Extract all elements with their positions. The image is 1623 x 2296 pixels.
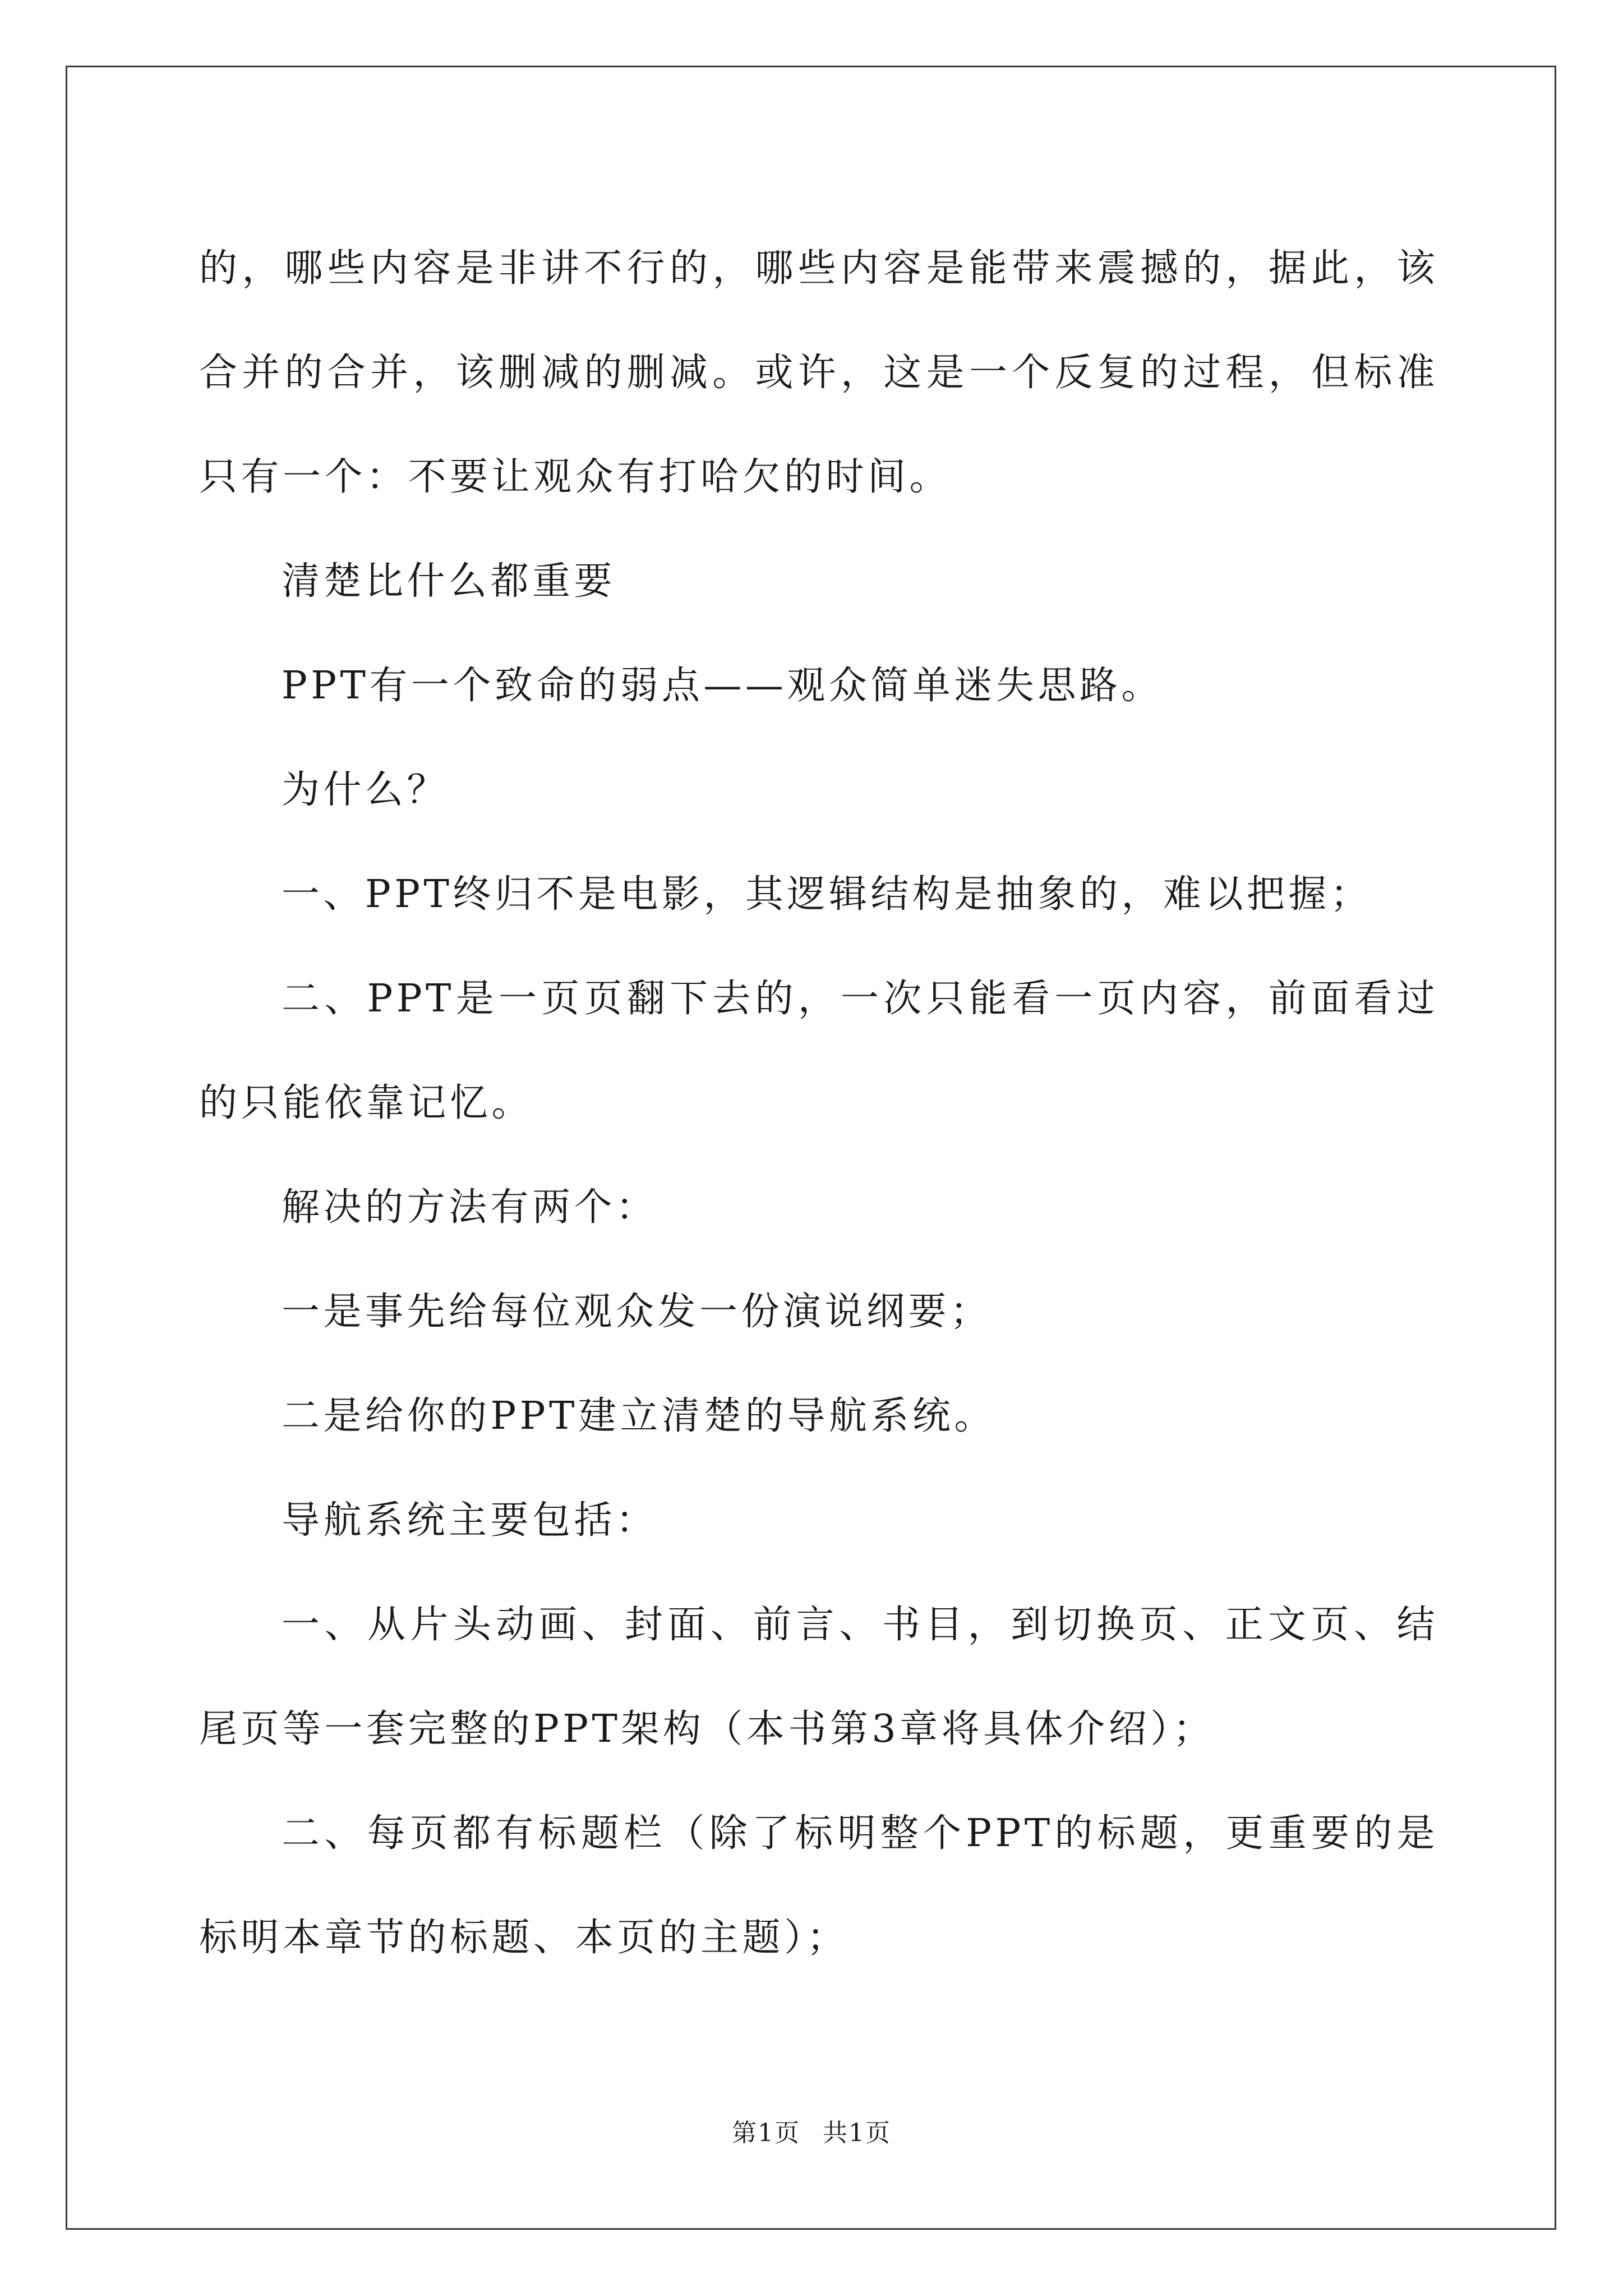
paragraph-6: 二、PPT是一页页翻下去的，一次只能看一页内容，前面看过的只能依靠记忆。 xyxy=(199,977,1438,1125)
paragraph-5: 一、PPT终归不是电影，其逻辑结构是抽象的，难以把握； xyxy=(282,872,1372,917)
paragraph-12: 二、每页都有标题栏（除了标明整个PPT的标题，更重要的是标明本章节的标题、本页的主题）； xyxy=(199,1811,1438,1960)
page-number-current: 第1页 xyxy=(732,2119,800,2147)
paragraph-4: 为什么？ xyxy=(282,768,449,812)
paragraph-7: 解决的方法有两个： xyxy=(282,1185,658,1230)
paragraph-1: 的，哪些内容是非讲不行的，哪些内容是能带来震撼的，据此，该合并的合并，该删减的删减。或许，这是一个反复的过程，但标准只有一个：不要让观众有打哈欠的时间。 xyxy=(199,246,1438,499)
page-number-total: 共1页 xyxy=(823,2119,891,2147)
paragraph-10: 导航系统主要包括： xyxy=(282,1498,658,1543)
paragraph-3: PPT有一个致命的弱点——观众简单迷失思路。 xyxy=(282,664,1163,708)
paragraph-8: 一是事先给每位观众发一份演说纲要； xyxy=(282,1290,992,1334)
paragraph-11: 一、从片头动画、封面、前言、书目，到切换页、正文页、结尾页等一套完整的PPT架构（本书第3章将具体介绍）； xyxy=(199,1603,1438,1751)
paragraph-9: 二是给你的PPT建立清楚的导航系统。 xyxy=(282,1394,996,1438)
paragraph-heading: 清楚比什么都重要 xyxy=(282,559,616,604)
document-body xyxy=(199,217,1438,1990)
page-footer xyxy=(0,2116,1623,2150)
